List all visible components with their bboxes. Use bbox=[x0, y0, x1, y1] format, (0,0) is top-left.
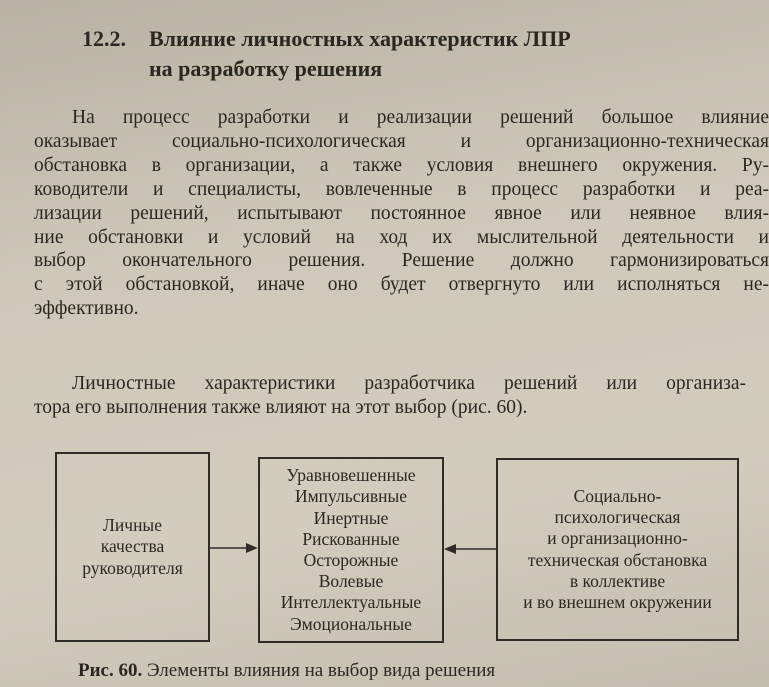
box-line: Импульсивные bbox=[294, 486, 408, 507]
box-line: техническая обстановка bbox=[527, 549, 708, 570]
figure-label: Рис. 60. bbox=[78, 660, 143, 681]
figure-caption-text: Элементы влияния на выбор вида решения bbox=[147, 660, 496, 681]
box-line: в коллективе bbox=[569, 570, 666, 591]
figure-caption bbox=[78, 660, 495, 682]
paragraph-line: Личностные характеристики разработчика решений или организа- bbox=[72, 373, 746, 394]
arrow-left-to-middle bbox=[210, 543, 258, 553]
paragraph-line: лизации решений, испытывают постоянное явное или неявное влия- bbox=[34, 202, 769, 224]
box-line: Рискованные bbox=[302, 528, 400, 549]
box-line: Интеллектуальные bbox=[280, 592, 422, 613]
box-line: Эмоциональные bbox=[290, 613, 412, 634]
paragraph-line: ние обстановки и условий на ход их мыслительной деятельности и bbox=[34, 226, 769, 248]
paragraph-line: с этой обстановкой, иначе оно будет отвергнуто или исполняться не- bbox=[34, 274, 769, 296]
section-number: 12.2. bbox=[82, 26, 126, 51]
box-line: и во внешнем окружении bbox=[523, 591, 712, 612]
arrow-right-to-middle bbox=[444, 544, 496, 554]
paragraph-line: оказывает социально-психологическая и организационно-техническая bbox=[34, 130, 769, 152]
box-line: руководителя bbox=[82, 557, 183, 578]
box-line: Волевые bbox=[318, 571, 384, 592]
paragraph-line: тора его выполнения также влияют на этот выбор (рис. 60). bbox=[34, 396, 528, 418]
paragraph-line: На процесс разработки и реализации решений большое влияние bbox=[72, 107, 769, 128]
section-title-part-2: на разработку решения bbox=[149, 56, 383, 81]
paragraph-line: ководители и специалисты, вовлеченные в процесс разработки и реа- bbox=[34, 178, 769, 200]
box-line: Социально- bbox=[573, 485, 662, 506]
box-line: Уравновешенные bbox=[286, 465, 416, 486]
paragraph-line: обстановка в организации, а также условия внешнего окружения. Ру- bbox=[34, 154, 769, 176]
box-line: и организационно- bbox=[547, 528, 688, 549]
box-line: качества bbox=[100, 536, 165, 557]
box-line: Личные bbox=[103, 515, 162, 536]
paragraph-line: выбор окончательного решения. Решение должно гармонизироваться bbox=[34, 250, 769, 272]
box-line: Осторожные bbox=[303, 550, 399, 570]
box-line: психологическая bbox=[554, 507, 681, 528]
paragraph-line: эффективно. bbox=[34, 298, 139, 320]
section-title-part-1: Влияние личностных характеристик ЛПР bbox=[149, 26, 571, 51]
box-line: Инертные bbox=[313, 507, 389, 528]
